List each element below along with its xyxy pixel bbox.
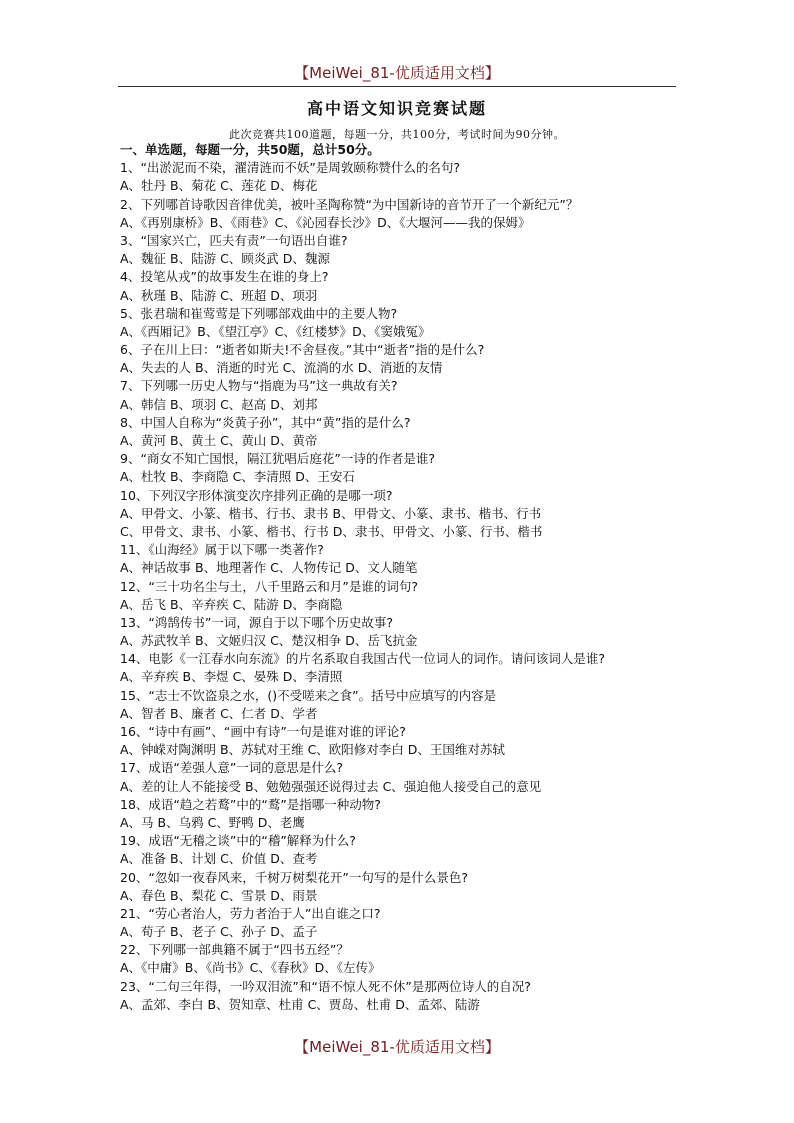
question-text: 22、下列哪一部典籍不属于“四书五经”？ — [120, 942, 349, 958]
answer-options: A、甲骨文、小篆、楷书、行书、隶书 B、甲骨文、小篆、隶书、楷书、行书 — [120, 505, 542, 521]
question-text: 18、成语“趋之若鹜”中的“鹜”是指哪一种动物? — [120, 796, 381, 812]
question-text: 21、“劳心者治人，劳力者治于人”出自谁之口? — [120, 905, 381, 921]
answer-options: A、春色 B、梨花 C、雪景 D、雨景 — [120, 887, 318, 903]
question-text: 20、“忽如一夜春风来，千树万树梨花开”一句写的是什么景色? — [120, 869, 468, 885]
question-text: 6、子在川上曰：“逝者如斯夫!不舍昼夜。”其中“逝者”指的是什么? — [120, 342, 485, 358]
answer-options: A、准备 B、计划 C、价值 D、查考 — [120, 851, 318, 867]
question-text: 3、“国家兴亡，匹夫有责”一句语出自谁? — [120, 232, 348, 248]
question-text: 5、张君瑞和崔莺莺是下列哪部戏曲中的主要人物? — [120, 305, 398, 321]
answer-options: A、苏武牧羊 B、文姬归汉 C、楚汉相争 D、岳飞抗金 — [120, 633, 418, 649]
answer-options: A、辛弃疾 B、李煜 C、晏殊 D、李清照 — [120, 669, 343, 685]
answer-options: A、失去的人 B、消逝的时光 C、流淌的水 D、消逝的友情 — [120, 360, 443, 376]
question-text: 1、“出淤泥而不染，濯清涟而不妖”是周敦颐称赞什么的名句? — [120, 160, 461, 176]
page-header: 【MeiWei_81-优质适用文档】 — [294, 64, 500, 82]
answer-options: A、黄河 B、黄土 C、黄山 D、黄帝 — [120, 433, 318, 448]
answer-options: A、《西厢记》B、《望江亭》C、《红楼梦》D、《窦娥冤》 — [120, 323, 431, 339]
answer-options: A、秋瑾 B、陆游 C、班超 D、项羽 — [120, 287, 318, 303]
question-text: 4、投笔从戎”的故事发生在谁的身上? — [120, 269, 329, 285]
answer-options: A、《中庸》B、《尚书》C、《春秋》D、《左传》 — [120, 960, 381, 976]
answer-options: A、岳飞 B、辛弃疾 C、陆游 D、李商隐 — [120, 596, 343, 612]
question-text: 14、电影《一江春水向东流》的片名系取自我国古代一位词人的词作。请问该词人是谁? — [120, 651, 606, 667]
answer-options: A、孟郊、李白 B、贺知章、杜甫 C、贾岛、杜甫 D、孟郊、陆游 — [120, 996, 480, 1012]
question-text: 23、“二句三年得，一吟双泪流”和“语不惊人死不休”是那两位诗人的自况? — [120, 978, 531, 994]
document-title: 高中语文知识竞赛试题 — [306, 99, 487, 118]
answer-options: A、《再别康桥》B、《雨巷》C、《沁园春长沙》D、《大堰河——我的保姆》 — [120, 214, 531, 230]
question-text: 7、下列哪一历史人物与“指鹿为马”这一典故有关? — [120, 378, 398, 394]
answer-options: A、牡丹 B、菊花 C、莲花 D、梅花 — [120, 178, 318, 194]
answer-options: A、荀子 B、老子 C、孙子 D、孟子 — [120, 924, 318, 940]
question-text: 10、下列汉字形体演变次序排列正确的是哪一项? — [120, 487, 393, 503]
section-heading: 一、单选题，每题一分，共50题，总计50分。 — [120, 142, 380, 157]
question-text: 9、“商女不知亡国恨，隔江犹唱后庭花”一诗的作者是谁? — [120, 451, 436, 467]
answer-options: A、神话故事 B、地理著作 C、人物传记 D、文人随笔 — [120, 560, 418, 576]
question-text: 2、下列哪首诗歌因音律优美，被叶圣陶称赞“为中国新诗的音节开了一个新纪元”？ — [120, 196, 579, 212]
question-text: 16、“诗中有画”、“画中有诗”一句是谁对谁的评论? — [120, 724, 406, 739]
exam-intro: 此次竞赛共100道题，每题一分，共100分，考试时间为90分钟。 — [229, 128, 565, 141]
header-divider — [118, 86, 676, 87]
questions — [120, 159, 680, 1014]
page-footer: 【MeiWei_81-优质适用文档】 — [294, 1038, 500, 1056]
question-text: 12、“三十功名尘与土，八千里路云和月”是谁的词句? — [120, 578, 418, 594]
answer-options: A、韩信 B、项羽 C、赵高 D、刘邦 — [120, 396, 318, 412]
answer-options: A、马 B、乌鸦 C、野鸭 D、老鹰 — [120, 814, 305, 830]
answer-options: C、甲骨文、隶书、小篆、楷书、行书 D、隶书、甲骨文、小篆、行书、楷书 — [120, 523, 543, 539]
question-text: 11、《山海经》属于以下哪一类著作? — [120, 542, 324, 558]
question-text: 13、“鸿鹄传书”一词，源自于以下哪个历史故事? — [120, 614, 393, 630]
question-text: 19、成语“无稽之谈”中的“稽”解释为什么? — [120, 833, 356, 849]
answer-options: A、魏征 B、陆游 C、顾炎武 D、魏源 — [120, 251, 330, 267]
answer-options: A、钟嵘对陶渊明 B、苏轼对王维 C、欧阳修对李白 D、王国维对苏轼 — [120, 742, 505, 758]
question-text: 8、中国人自称为“炎黄子孙”，其中“黄”指的是什么? — [120, 414, 411, 430]
answer-options: A、杜牧 B、李商隐 C、李清照 D、王安石 — [120, 469, 355, 485]
answer-options: A、智者 B、廉者 C、仁者 D、学者 — [120, 705, 318, 721]
question-text: 17、成语“差强人意”一词的意思是什么? — [120, 760, 343, 776]
question-text: 15、“志士不饮盗泉之水，()不受嗟来之食”。括号中应填写的内容是 — [120, 687, 497, 703]
question-list — [120, 141, 680, 1014]
answer-options: A、差的让人不能接受 B、勉勉强强还说得过去 C、强迫他人接受自己的意见 — [120, 778, 542, 794]
